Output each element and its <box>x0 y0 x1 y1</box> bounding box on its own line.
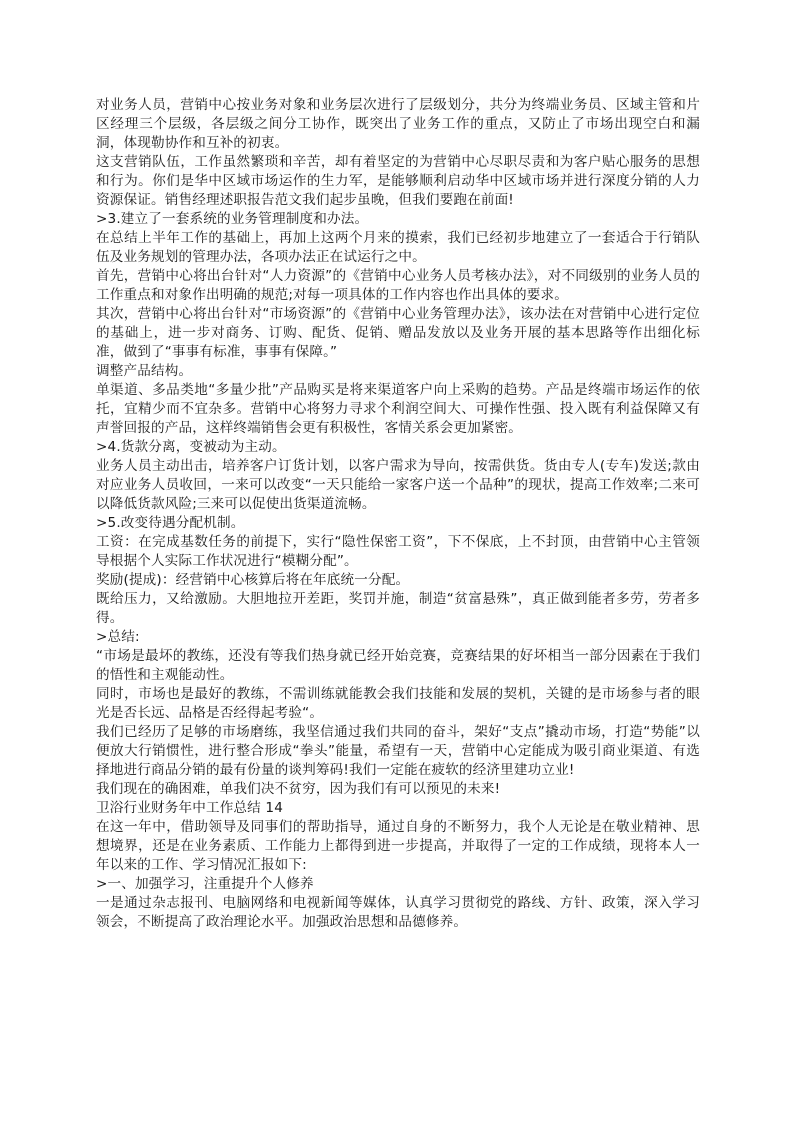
paragraph: 奖励(提成)：经营销中心核算后将在年底统一分配。 <box>96 572 410 588</box>
paragraph: “市场是最坏的教练，还没有等我们热身就已经开始竞赛，竞赛结果的好坏相当一部分因素在于我们的悟性和主观能动性。 <box>96 648 700 683</box>
paragraph: 既给压力，又给激励。大胆地拉开差距，奖罚并施，制造“贫富悬殊”，真正做到能者多劳，劳者多得。 <box>96 591 700 626</box>
paragraph: 我们已经历了足够的市场磨练，我坚信通过我们共同的奋斗，架好“支点”撬动市场，打造“势能”以便放大行销惯性，进行整合形成“拳头”能量，希望有一天，营销中心定能成为吸引商业渠道、有选择地进行商品分销的最有份量的谈判筹码!我们一定能在疲软的经济里建功立业! <box>96 724 700 778</box>
paragraph: 一是通过杂志报刊、电脑网络和电视新闻等媒体，认真学习贯彻党的路线、方针、政策，深入学习领会，不断提高了政治理论水平。加强政治思想和品德修养。 <box>96 895 700 930</box>
paragraph: 同时，市场也是最好的教练，不需训练就能教会我们技能和发展的契机，关键的是市场参与者的眼光是否长远、品格是否经得起考验“。 <box>96 686 700 721</box>
document-body <box>96 96 700 932</box>
section-heading: >总结: <box>96 629 140 645</box>
paragraph: 单渠道、多品类地“多量少批”产品购买是将来渠道客户向上采购的趋势。产品是终端市场运作的依托，宜精少而不宜杂多。营销中心将努力寻求个利润空间大、可操作性强、投入既有利益保障又有声誉回报的产品，这样终端销售会更有积极性，客情关系会更加紧密。 <box>96 382 700 436</box>
paragraph: 对业务人员，营销中心按业务对象和业务层次进行了层级划分，共分为终端业务员、区域主管和片区经理三个层级，各层级之间分工协作，既突出了业务工作的重点，又防止了市场出现空白和漏洞，体现勒协作和互补的初衷。 <box>96 97 700 151</box>
section-heading: >5.改变待遇分配机制。 <box>96 515 245 531</box>
paragraph: 我们现在的确困难，单我们决不贫穷，因为我们有可以预见的未来! <box>96 781 501 797</box>
section-heading: >3.建立了一套系统的业务管理制度和办法。 <box>96 211 369 227</box>
paragraph: 工资：在完成基数任务的前提下，实行“隐性保密工资”，下不保底，上不封顶，由营销中心主管领导根据个人实际工作状况进行“模糊分配”。 <box>96 534 700 569</box>
paragraph: 业务人员主动出击，培养客户订货计划，以客户需求为导向，按需供货。货由专人(专车)发送;款由对应业务人员收回，一来可以改变“一天只能给一家客户送一个品种”的现状，提高工作效率;二来可以降低货款风险;三来可以促使出货渠道流畅。 <box>96 458 700 512</box>
paragraph: 这支营销队伍，工作虽然繁琐和辛苦，却有着坚定的为营销中心尽职尽责和为客户贴心服务的思想和行为。你们是华中区域市场运作的生力军，是能够顺利启动华中区域市场并进行深度分销的人力资源保证。销售经理述职报告范文我们起步虽晚，但我们要跑在前面! <box>96 154 700 208</box>
paragraph: 首先，营销中心将出台针对“人力资源”的《营销中心业务人员考核办法》，对不同级别的业务人员的工作重点和对象作出明确的规范;对每一项具体的工作内容也作出具体的要求。 <box>96 268 700 303</box>
paragraph: 其次，营销中心将出台针对“市场资源”的《营销中心业务管理办法》，该办法在对营销中心进行定位的基础上，进一步对商务、订购、配货、促销、赠品发放以及业务开展的基本思路等作出细化标准，做到了“事事有标准，事事有保障。” <box>96 306 700 360</box>
paragraph: 在这一年中，借助领导及同事们的帮助指导，通过自身的不断努力，我个人无论是在敬业精神、思想境界，还是在业务素质、工作能力上都得到进一步提高，并取得了一定的工作成绩，现将本人一年以来的工作、学习情况汇报如下: <box>96 819 700 873</box>
section-heading: 调整产品结构。 <box>96 363 193 379</box>
document-title: 卫浴行业财务年中工作总结 14 <box>96 800 283 816</box>
section-heading: >一、加强学习，注重提升个人修养 <box>96 876 314 892</box>
section-heading: >4.货款分离，变被动为主动。 <box>96 439 286 455</box>
paragraph: 在总结上半年工作的基础上，再加上这两个月来的摸索，我们已经初步地建立了一套适合于行销队伍及业务规划的管理办法，各项办法正在试运行之中。 <box>96 230 700 265</box>
